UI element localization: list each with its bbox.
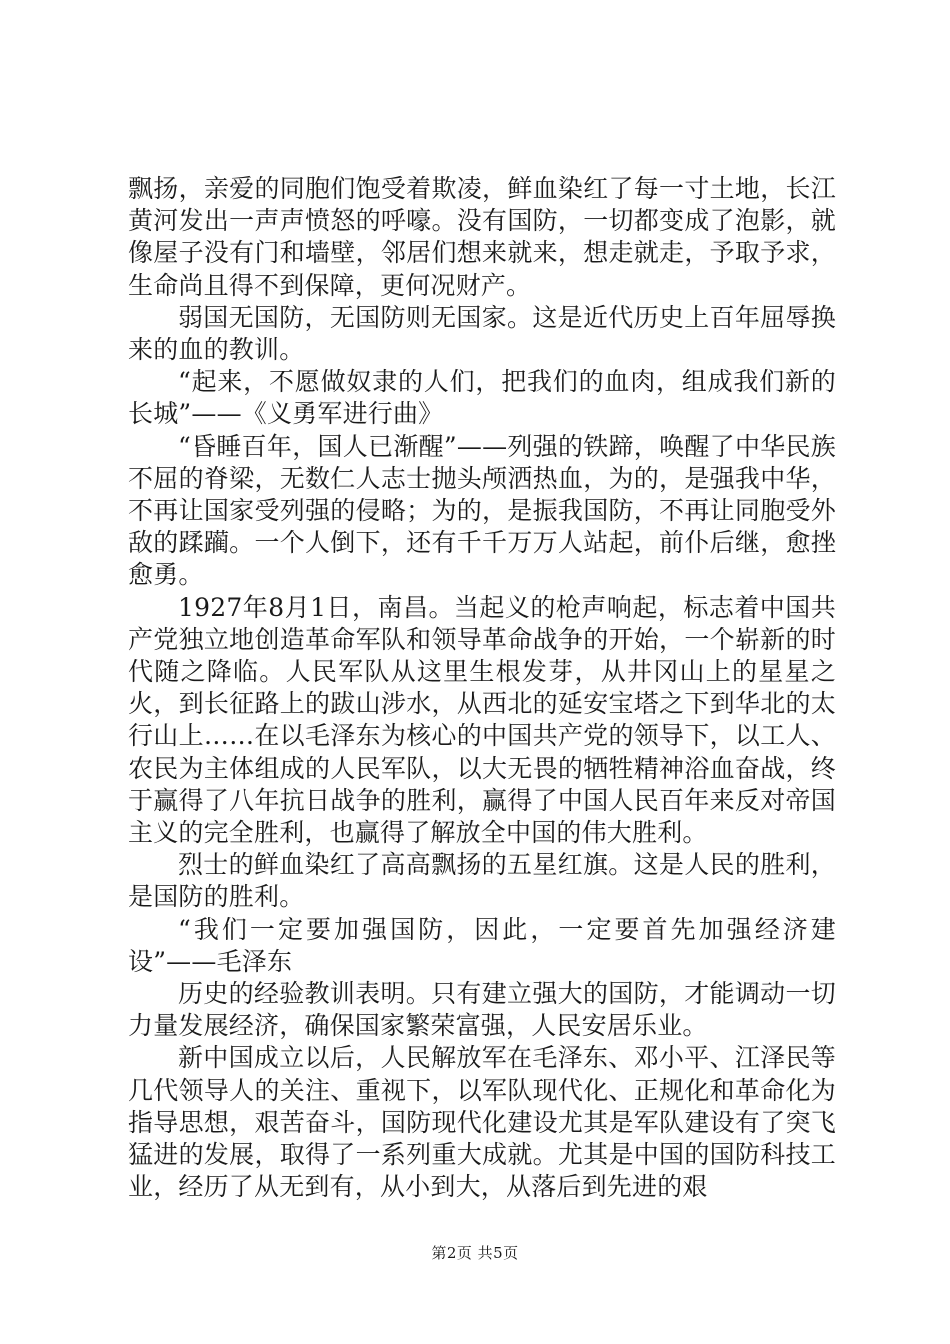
paragraph-5: 1927年8月1日，南昌。当起义的枪声响起，标志着中国共产党独立地创造革命军队和领导革命战争的开始，一个崭新的时代随之降临。人民军队从这里生根发芽，从井冈山上的星星之火，到长征路上的跋山涉水，从西北的延安宝塔之下到华北的太行山上……在以毛泽东为核心的中国共产党的领导下，以工人、农民为主体组成的人民军队，以大无畏的牺牲精神浴血奋战，终于赢得了八年抗日战争的胜利，赢得了中国人民百年来反对帝国主义的完全胜利，也赢得了解放全中国的伟大胜利。 — [128, 592, 836, 848]
document-body — [128, 173, 836, 1204]
paragraph-1: 飘扬，亲爱的同胞们饱受着欺凌，鲜血染红了每一寸土地，长江黄河发出一声声愤怒的呼嚎。没有国防，一切都变成了泡影，就像屋子没有门和墙壁，邻居们想来就来，想走就走，予取予求，生命尚且得不到保障，更何况财产。 — [128, 174, 836, 300]
paragraph-4: “昏睡百年，国人已渐醒”——列强的铁蹄，唤醒了中华民族不屈的脊梁，无数仁人志士抛头颅洒热血，为的，是强我中华，不再让国家受列强的侵略；为的，是振我国防，不再让同胞受外敌的蹂躏。一个人倒下，还有千千万万人站起，前仆后继，愈挫愈勇。 — [128, 431, 836, 590]
paragraph-9: 新中国成立以后，人民解放军在毛泽东、邓小平、江泽民等几代领导人的关注、重视下，以军队现代化、正规化和革命化为指导思想，艰苦奋斗，国防现代化建设尤其是军队建设有了突飞猛进的发展，取得了一系列重大成就。尤其是中国的国防科技工业，经历了从无到有，从小到大，从落后到先进的艰 — [128, 1043, 836, 1202]
paragraph-6: 烈士的鲜血染红了高高飘扬的五星红旗。这是人民的胜利，是国防的胜利。 — [128, 850, 836, 912]
page-footer: 第2页 共5页 — [431, 1244, 519, 1262]
paragraph-3: “起来，不愿做奴隶的人们，把我们的血肉，组成我们新的长城”——《义勇军进行曲》 — [128, 367, 836, 429]
paragraph-7: “我们一定要加强国防，因此，一定要首先加强经济建设”——毛泽东 — [128, 914, 836, 976]
paragraph-2: 弱国无国防，无国防则无国家。这是近代历史上百年屈辱换来的血的教训。 — [128, 302, 836, 365]
paragraph-8: 历史的经验教训表明。只有建立强大的国防，才能调动一切力量发展经济，确保国家繁荣富强，人民安居乐业。 — [128, 979, 836, 1041]
